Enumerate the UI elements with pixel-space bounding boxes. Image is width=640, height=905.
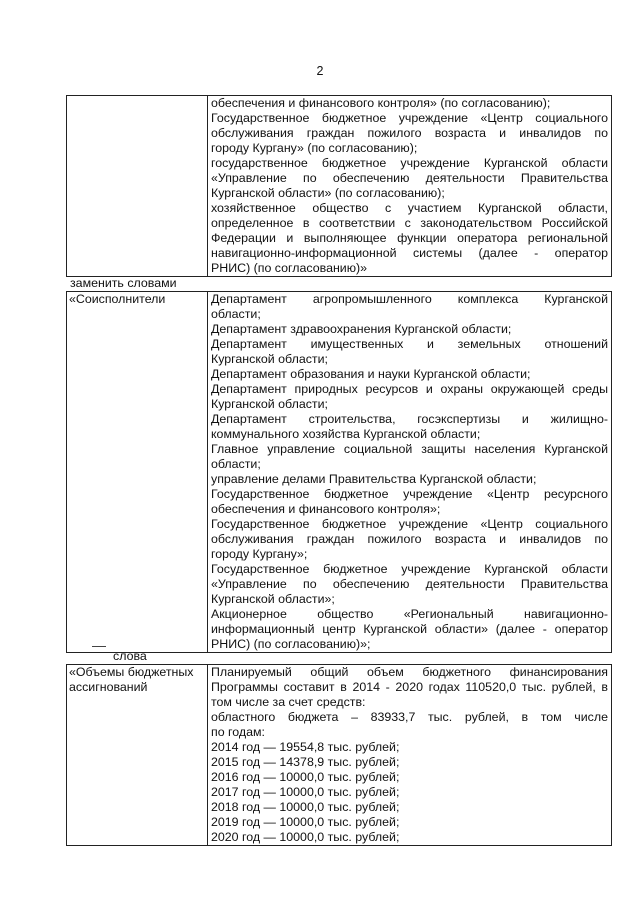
- text-line: коммунального хозяйства Курганской области;: [211, 427, 481, 441]
- text-line: Государственное бюджетное учреждение «Центр социального: [211, 517, 608, 531]
- text-line: «Управление по обеспечению деятельности Правительства: [211, 577, 608, 591]
- left-cell: [67, 665, 208, 846]
- text-line: 2017 год — 10000,0 тыс. рублей;: [211, 785, 400, 799]
- text-line: Акционерное общество «Региональный навигационно-: [211, 607, 608, 621]
- text-line: городу Кургану»;: [211, 547, 308, 561]
- text-line: области;: [211, 307, 261, 321]
- text-line: по годам:: [211, 725, 265, 739]
- left-cell: «Соисполнители: [67, 292, 208, 653]
- text-line: области;: [211, 457, 261, 471]
- table-row: [67, 96, 612, 277]
- text-line: 2018 год — 10000,0 тыс. рублей;: [211, 800, 400, 814]
- text-line: информационный центр Курганской области» (далее - оператор: [211, 622, 608, 636]
- text-line: областного бюджета – 83933,7 тыс. рублей, в том числе: [211, 710, 608, 724]
- text-line: Департамент строительства, госэкспертизы и жилищно-: [211, 412, 608, 426]
- text-line: Главное управление социальной защиты населения Курганской: [211, 442, 608, 456]
- text-line: хозяйственное общество с участием Курганской области,: [211, 201, 608, 215]
- text-line: государственное бюджетное учреждение Курганской области: [211, 156, 608, 170]
- right-cell: [208, 292, 612, 653]
- text-line: обслуживания граждан пожилого возраста и инвалидов по: [211, 126, 608, 140]
- text-line: 2014 год — 19554,8 тыс. рублей;: [211, 740, 400, 754]
- text-line: обеспечения и финансового контроля»;: [211, 502, 441, 516]
- text-line: Планируемый общий объем бюджетного финансирования: [211, 665, 608, 679]
- text-line: Федерации и выполняющее функции оператора региональной: [211, 231, 608, 245]
- text-line: Государственное бюджетное учреждение «Центр ресурсного: [211, 487, 608, 501]
- instruction-replace-with-words: заменить словами: [70, 276, 177, 290]
- text-line: навигационно-информационной системы (далее - оператор: [211, 246, 608, 260]
- text-line: «Объемы бюджетных: [69, 665, 194, 679]
- text-line: ассигнований: [69, 680, 148, 694]
- text-line: Департамент агропромышленного комплекса Курганской: [211, 292, 608, 306]
- text-line: Департамент здравоохранения Курганской области;: [211, 322, 512, 336]
- table-budget-old: [66, 664, 612, 846]
- right-cell: [208, 96, 612, 277]
- text-line: Курганской области;: [211, 397, 328, 411]
- text-line: управление делами Правительства Курганской области;: [211, 472, 537, 486]
- table-executors-old: [66, 95, 612, 277]
- text-line: Департамент имущественных и земельных отношений: [211, 337, 608, 351]
- text-line: определенное в соответствии с законодательством Российской: [211, 216, 608, 230]
- text-line: Курганской области;: [211, 352, 328, 366]
- text-line: Курганской области» (по согласованию);: [211, 186, 445, 200]
- instruction-words: слова: [113, 649, 147, 663]
- text-line: 2020 год — 10000,0 тыс. рублей;: [211, 830, 400, 844]
- left-cell: [67, 96, 208, 277]
- text-line: обслуживания граждан пожилого возраста и инвалидов по: [211, 532, 608, 546]
- table-row: [67, 292, 612, 653]
- page-number: 2: [316, 64, 324, 78]
- text-line: Департамент природных ресурсов и охраны окружающей среды: [211, 382, 608, 396]
- text-line: Государственное бюджетное учреждение «Центр социального: [211, 111, 608, 125]
- text-line: Департамент образования и науки Курганской области;: [211, 367, 531, 381]
- margin-mark: [92, 646, 106, 647]
- text-line: 2019 год — 10000,0 тыс. рублей;: [211, 815, 400, 829]
- text-line: «Управление по обеспечению деятельности Правительства: [211, 171, 608, 185]
- right-cell: [208, 665, 612, 846]
- text-line: городу Кургану» (по согласованию);: [211, 141, 418, 155]
- text-line: РНИС) (по согласованию)»;: [211, 637, 371, 651]
- text-line: 2016 год — 10000,0 тыс. рублей;: [211, 770, 400, 784]
- text-line: том числе за счет средств:: [211, 695, 366, 709]
- text-line: Государственное бюджетное учреждение Курганской области: [211, 562, 608, 576]
- text-line: 2015 год — 14378,9 тыс. рублей;: [211, 755, 400, 769]
- table-row: [67, 665, 612, 846]
- text-line: РНИС) (по согласованию)»: [211, 261, 368, 275]
- text-line: Курганской области»;: [211, 592, 335, 606]
- text-line: Программы составит в 2014 - 2020 годах 110520,0 тыс. рублей, в: [211, 680, 608, 694]
- text-line: обеспечения и финансового контроля» (по согласованию);: [211, 96, 551, 110]
- table-coexecutors-new: [66, 291, 612, 653]
